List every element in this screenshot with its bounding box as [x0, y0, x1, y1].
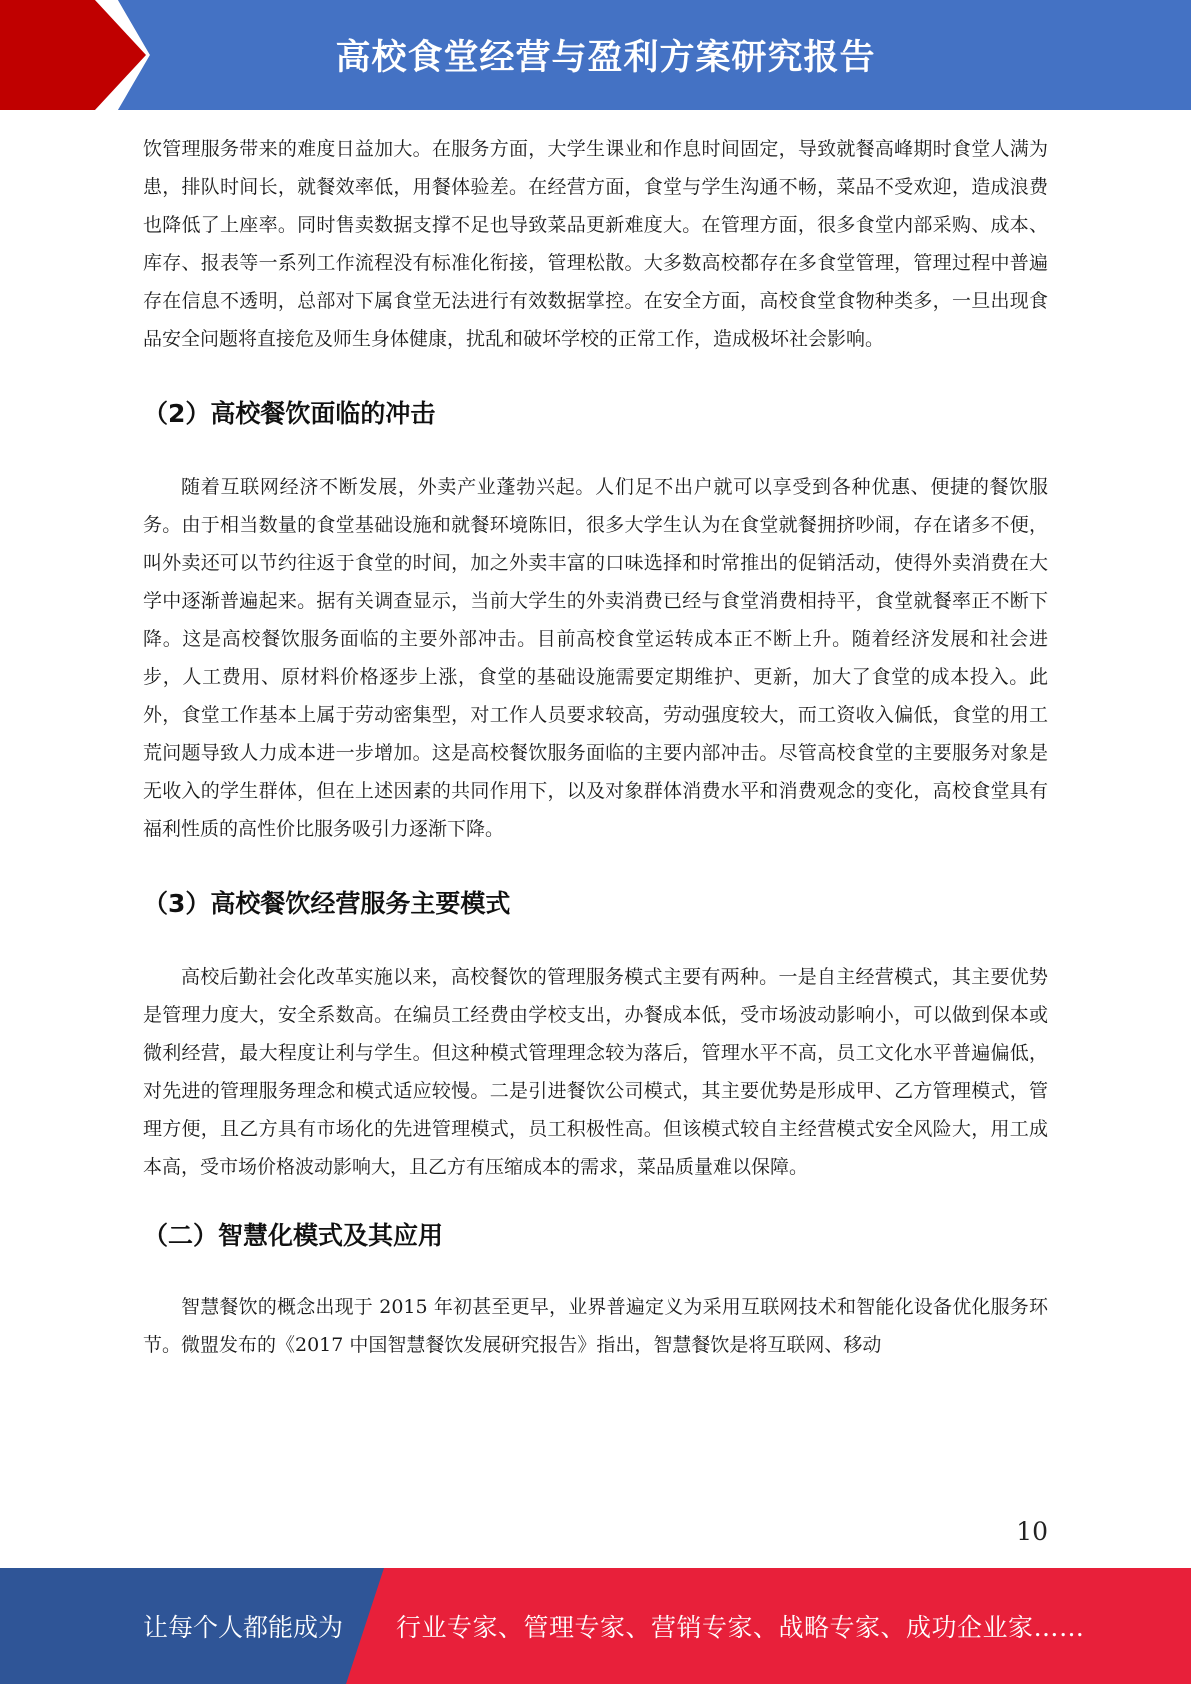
- paragraph-service-modes: 高校后勤社会化改革实施以来，高校餐饮的管理服务模式主要有两种。一是自主经营模式，其主要优势是管理力度大，安全系数高。在编员工经费由学校支出，办餐成本低，受市场波动影响小，可以做到保本或微利经营，最大程度让利与学生。但这种模式管理理念较为落后，管理水平不高，员工文化水平普遍偏低，对先进的管理服务理念和模式适应较慢。二是引进餐饮公司模式，其主要优势是形成甲、乙方管理模式，管理方便，且乙方具有市场化的先进管理模式，员工积极性高。但该模式较自主经营模式安全风险大，用工成本高，受市场价格波动影响大，且乙方有压缩成本的需求，菜品质量难以保障。: [143, 966, 1048, 1178]
- page-content: [143, 130, 1048, 1364]
- section-heading-impact: （2）高校餐饮面临的冲击: [143, 399, 436, 428]
- footer-slogan-right: 行业专家、管理专家、营销专家、战略专家、成功企业家……: [396, 1613, 1085, 1642]
- section-heading-smart-mode: （二）智慧化模式及其应用: [143, 1221, 444, 1250]
- page-footer: [0, 1568, 1191, 1684]
- footer-slogan-left: 让每个人都能成为: [143, 1613, 344, 1642]
- page-header: [0, 0, 1191, 110]
- section-heading-service-modes: （3）高校餐饮经营服务主要模式: [143, 889, 511, 918]
- page-number: 10: [1016, 1517, 1048, 1546]
- document-title: 高校食堂经营与盈利方案研究报告: [335, 38, 876, 78]
- paragraph-impact: 随着互联网经济不断发展，外卖产业蓬勃兴起。人们足不出户就可以享受到各种优惠、便捷的餐饮服务。由于相当数量的食堂基础设施和就餐环境陈旧，很多大学生认为在食堂就餐拥挤吵闹，存在诸多不便，叫外卖还可以节约往返于食堂的时间，加之外卖丰富的口味选择和时常推出的促销活动，使得外卖消费在大学中逐渐普遍起来。据有关调查显示，当前大学生的外卖消费已经与食堂消费相持平，食堂就餐率正不断下降。这是高校餐饮服务面临的主要外部冲击。目前高校食堂运转成本正不断上升。随着经济发展和社会进步，人工费用、原材料价格逐步上涨，食堂的基础设施需要定期维护、更新，加大了食堂的成本投入。此外，食堂工作基本上属于劳动密集型，对工作人员要求较高，劳动强度较大，而工资收入偏低，食堂的用工荒问题导致人力成本进一步增加。这是高校餐饮服务面临的主要内部冲击。尽管高校食堂的主要服务对象是无收入的学生群体，但在上述因素的共同作用下，以及对象群体消费水平和消费观念的变化，高校食堂具有福利性质的高性价比服务吸引力逐渐下降。: [143, 476, 1048, 840]
- paragraph-smart-dining: 智慧餐饮的概念出现于 2015 年初甚至更早，业界普遍定义为采用互联网技术和智能化设备优化服务环节。微盟发布的《2017 中国智慧餐饮发展研究报告》指出，智慧餐饮是将互联网、移动: [143, 1296, 1048, 1356]
- paragraph-management-difficulty: 饮管理服务带来的难度日益加大。在服务方面，大学生课业和作息时间固定，导致就餐高峰期时食堂人满为患，排队时间长，就餐效率低，用餐体验差。在经营方面，食堂与学生沟通不畅，菜品不受欢迎，造成浪费也降低了上座率。同时售卖数据支撑不足也导致菜品更新难度大。在管理方面，很多食堂内部采购、成本、库存、报表等一系列工作流程没有标准化衔接，管理松散。大多数高校都存在多食堂管理，管理过程中普遍存在信息不透明，总部对下属食堂无法进行有效数据掌控。在安全方面，高校食堂食物种类多，一旦出现食品安全问题将直接危及师生身体健康，扰乱和破坏学校的正常工作，造成极坏社会影响。: [143, 138, 1048, 350]
